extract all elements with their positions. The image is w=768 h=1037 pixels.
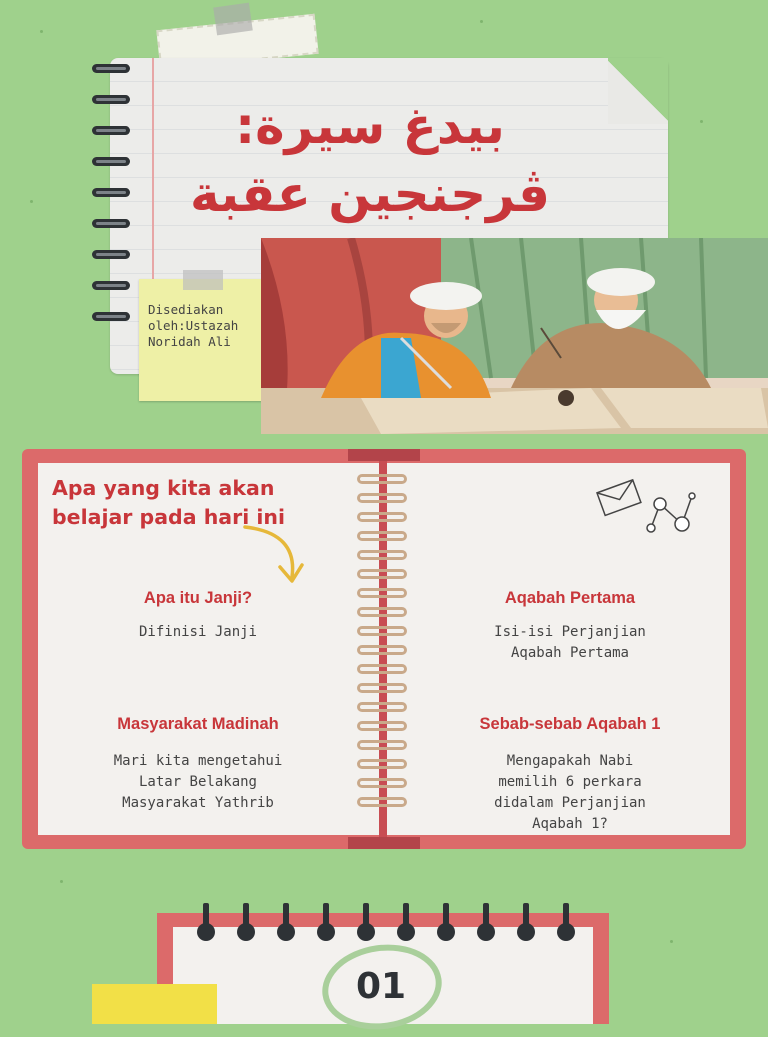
scholars-illustration [261, 238, 768, 434]
section-body-line: didalam Perjanjian [494, 795, 646, 811]
section-title: Apa itu Janji? [143, 589, 253, 607]
arrow-icon [240, 515, 310, 590]
decor-icons [596, 478, 706, 542]
section-body-line: memilih 6 perkara [498, 774, 642, 790]
background-speck [700, 120, 703, 123]
section-body-line: Isi-isi Perjanjian [494, 624, 646, 640]
background-speck [30, 200, 33, 203]
background-speck [480, 20, 483, 23]
lesson-heading-line: belajar pada hari ini [52, 505, 286, 529]
prepared-by [148, 302, 266, 350]
section-body-line: Difinisi Janji [138, 624, 257, 640]
section-title: Sebab-sebab Aqabah 1 [479, 715, 661, 733]
background-speck [60, 880, 63, 883]
section-body [48, 751, 348, 814]
lesson-heading-line: Apa yang kita akan [52, 476, 275, 500]
lesson-heading [52, 474, 372, 532]
section-body [420, 622, 720, 664]
spiral-binding-icon [92, 64, 130, 343]
section-body-line: Latar Belakang [138, 774, 257, 790]
background-speck [40, 30, 43, 33]
prepared-by-line: Noridah Ali [148, 334, 231, 349]
section-body-line: Mari kita mengetahui [113, 753, 283, 769]
network-icon [647, 493, 695, 532]
section-body-line: Masyarakat Yathrib [122, 795, 274, 811]
envelope-icon [597, 480, 641, 516]
tape [183, 270, 223, 290]
prepared-by-line: Disediakan [148, 302, 224, 317]
tape [213, 3, 253, 36]
title-line-1: بيدغ سيرة: [235, 97, 505, 155]
background-speck [670, 940, 673, 943]
binding-cap [348, 837, 420, 849]
section-title: Masyarakat Madinah [117, 715, 279, 733]
sticky-note [92, 984, 217, 1024]
page-curl [608, 58, 668, 124]
binding-cap [348, 449, 420, 461]
section-body [48, 622, 348, 643]
section-body-line: Mengapakah Nabi [506, 753, 634, 769]
page-title [170, 92, 570, 228]
section-title: Aqabah Pertama [504, 589, 636, 607]
prepared-by-line: oleh:Ustazah [148, 318, 239, 333]
section-body-line: Aqabah 1? [532, 816, 608, 832]
section-number: 01 [356, 966, 407, 1007]
title-line-2: ڤرجنجين عقبة [189, 165, 550, 223]
section-body-line: Aqabah Pertama [510, 645, 629, 661]
section-body [420, 751, 720, 835]
